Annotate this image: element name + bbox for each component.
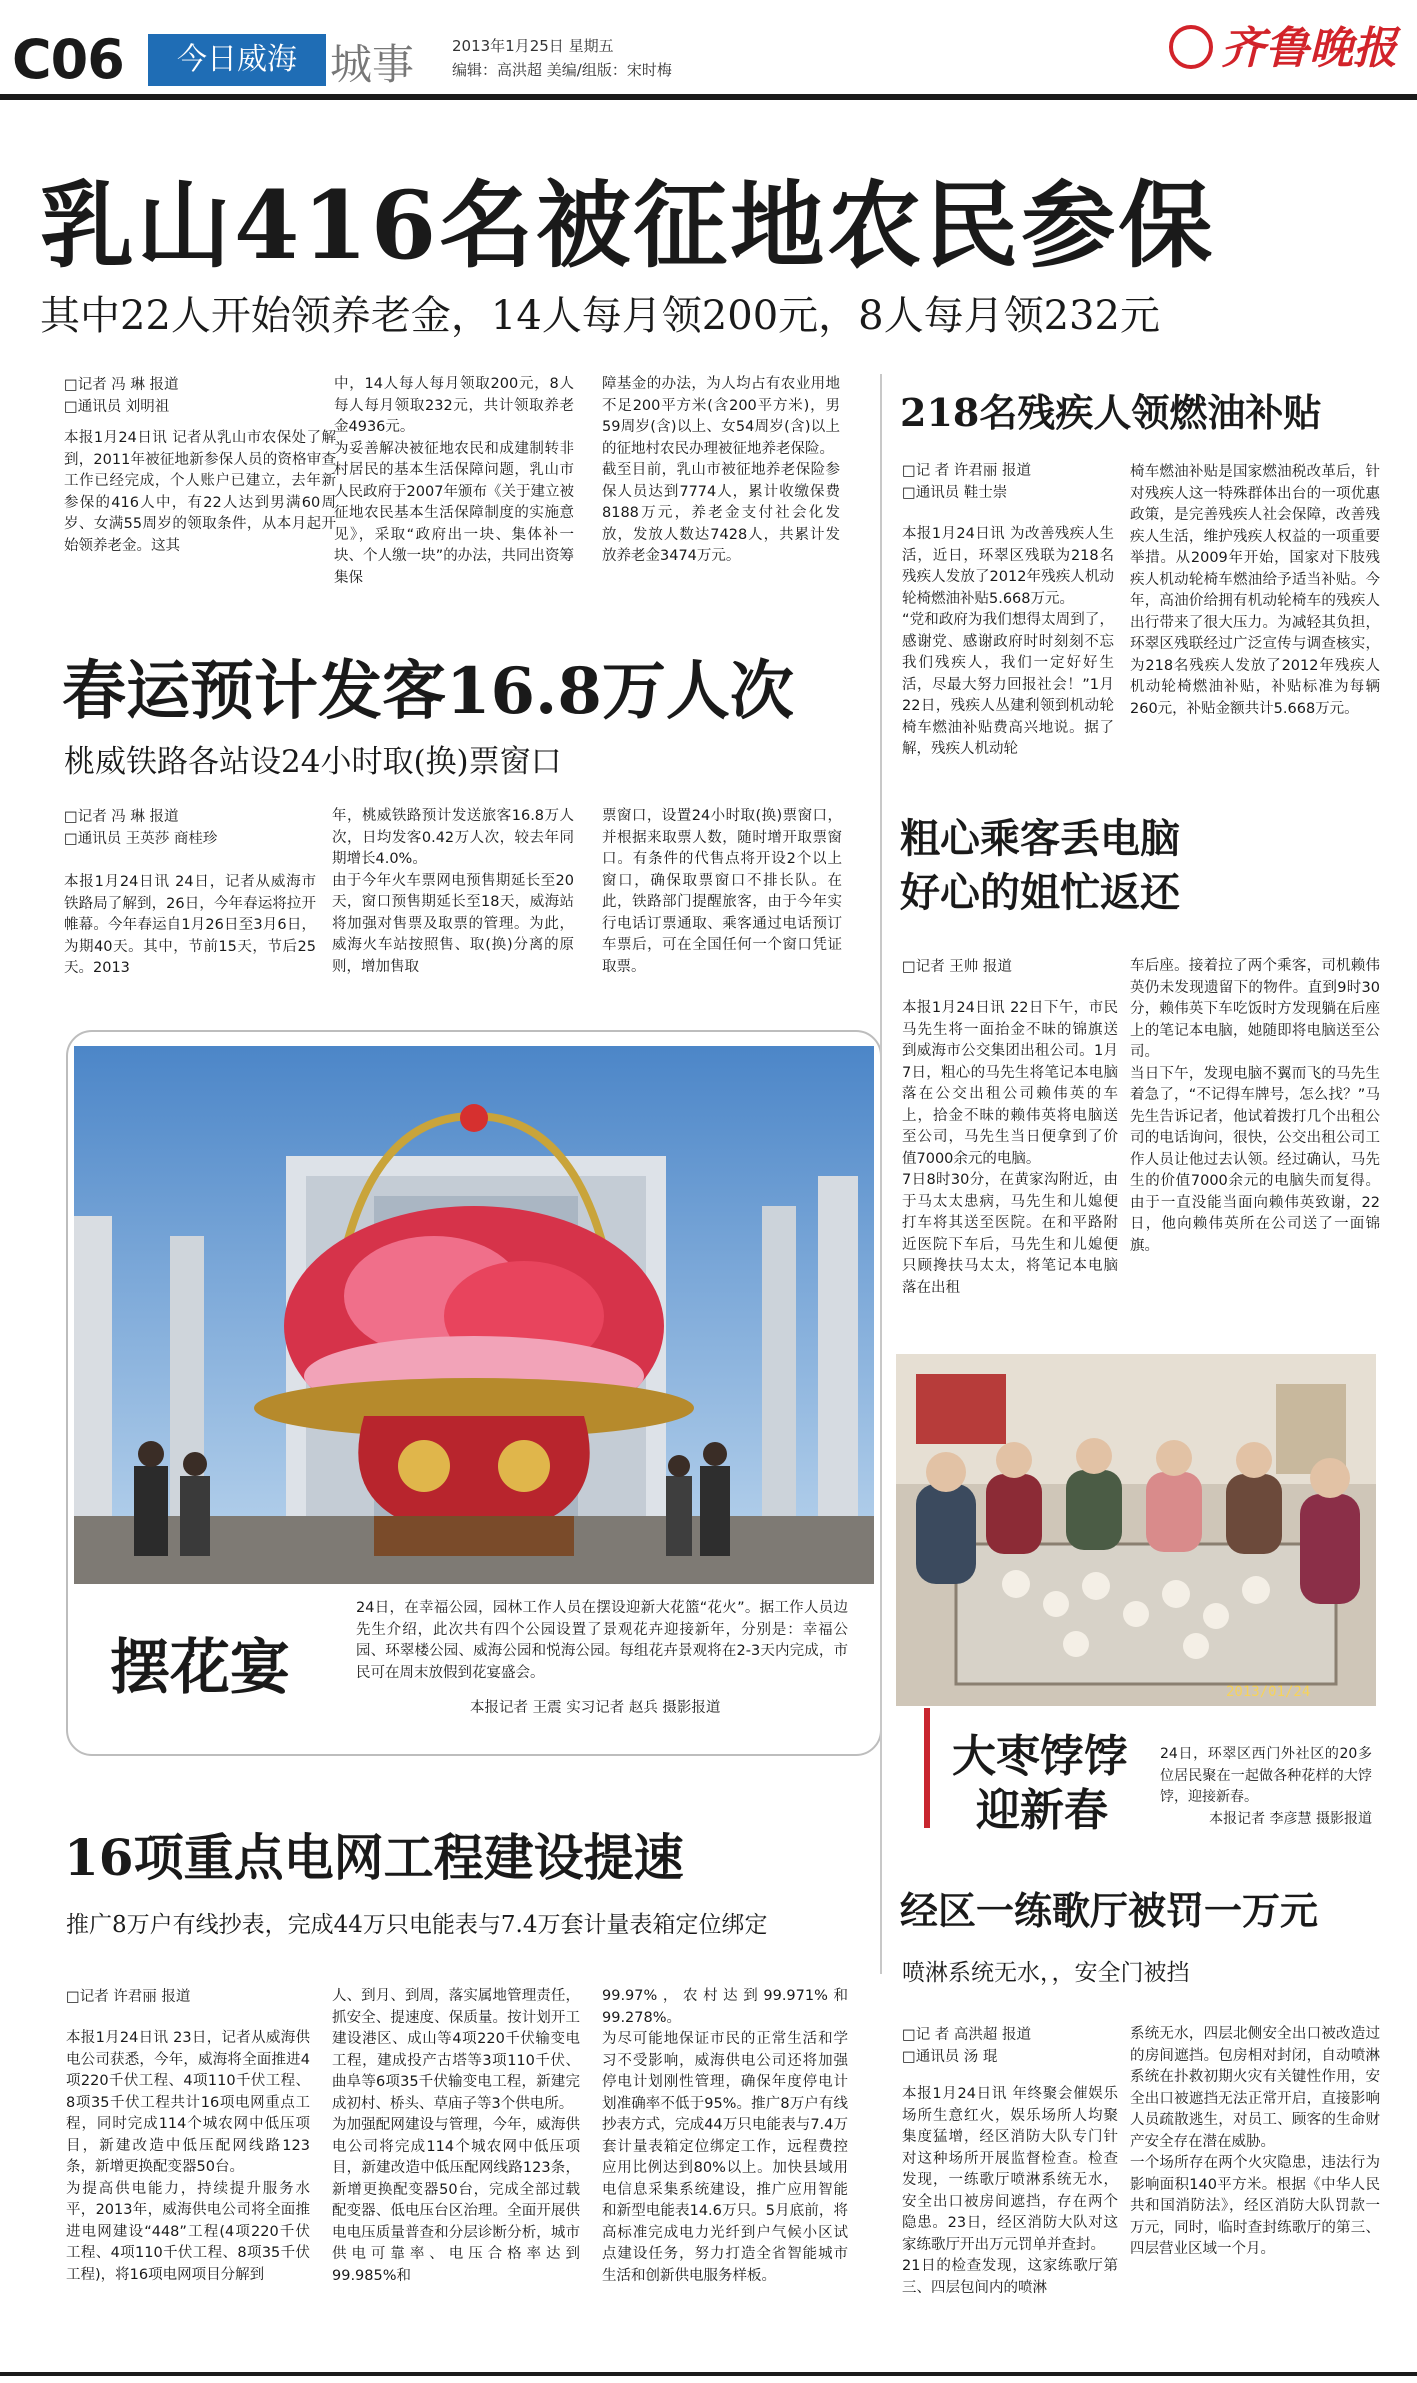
grid-subheadline: 推广8万户有线抄表，完成44万只电能表与7.4万套计量表箱定位绑定: [66, 1912, 768, 1938]
disabled-headline: 218名残疾人领燃油补贴: [900, 390, 1322, 435]
flower-photo-credit: 本报记者 王震 实习记者 赵兵 摄影报道: [470, 1700, 721, 1716]
lead-headline: 乳山416名被征地农民参保: [40, 171, 1216, 281]
byline-reporter: □记者 冯 琳 报道: [64, 377, 179, 393]
dumpling-photo-credit: 本报记者 李彦慧 摄影报道: [1209, 1810, 1372, 1827]
dumpling-making-image: [896, 1354, 1376, 1706]
laptop-byline: [902, 956, 1132, 978]
lead-byline: [64, 374, 314, 418]
flower-basket-image: [74, 1046, 874, 1584]
chunyun-column-3: 票窗口，设置24小时取(换)票窗口，并根据来取票人数，随时增开取票窗口。有条件的代售点将开设2个以上窗口，确保取票窗口不排长队。在此，铁路部门提醒旅客，由于今年实行电话订票通取、乘客通过电话预订车票后，可在全国任何一个窗口凭证取票。: [602, 808, 842, 975]
issue-date: 2013年1月25日 星期五: [452, 37, 614, 55]
chunyun-column-2: 年，桃威铁路预计发送旅客16.8万人次，日均发客0.42万人次，较去年同期增长4.0%。 由于今年火车票网电预售期延长至20天，窗口预售期延长至18天，威海站将加强对售票及取票的管理。为此，威海火车站按照售、取(换)分离的原则，增加售取: [332, 808, 574, 975]
byline-reporter: □记者 冯 琳 报道: [64, 809, 179, 825]
column-divider: [880, 374, 882, 1974]
issue-meta: [452, 34, 672, 82]
dumpling-label-line-2: 迎新春: [976, 1785, 1108, 1836]
disabled-column-2: 椅车燃油补贴是国家燃油税改革后，针对残疾人这一特殊群体出台的一项优惠政策，是完善残疾人社会保障，改善残疾人生活，维护残疾人权益的一项重要举措。从2009年开始，国家对下肢残疾人机动轮椅车燃油给予适当补贴。今年，高油价给拥有机动轮椅车的残疾人出行带来了很大压力。为减轻其负担，环翠区残联经过广泛宣传与调查核实，为218名残疾人发放了2012年残疾人机动轮椅燃油补贴，补贴标准为每辆260元，补贴金额共计5.668万元。: [1130, 464, 1380, 717]
flower-photo-label: 摆花宴: [110, 1633, 290, 1703]
ktv-subheadline: 喷淋系统无水，，安全门被挡: [902, 1960, 1190, 1986]
byline-correspondent: □通讯员 鞋士崇: [902, 485, 1008, 501]
ktv-headline: 经区一练歌厅被罚一万元: [900, 1888, 1319, 1933]
laptop-column-2: 车后座。接着拉了两个乘客，司机赖伟英仍未发现遗留下的物件。直到9时30分，赖伟英下车吃饭时方发现躺在后座上的笔记本电脑，她随即将电脑送至公司。 当日下午，发现电脑不翼而飞的马先生着急了，“不记得车牌号，怎么找？”马先生告诉记者，他试着拨打几个出租公司的电话询问，很快，公交出租公司工作人员让他过去认领。经过确认，马先生的价值7000余元的电脑失而复得。由于一直没能当面向赖伟英致谢，22日，他向赖伟英所在公司送了一面锦旗。: [1130, 958, 1380, 1254]
ktv-column-1: 本报1月24日讯 年终聚会催娱乐场所生意红火，娱乐场所人均聚集度猛增，经区消防大队专门针对这种场所开展监督检查。检查发现，一练歌厅喷淋系统无水，安全出口被房间遮挡，存在两个隐患。23日，经区消防大队对这家练歌厅开出万元罚单并查封。 21日的检查发现，这家练歌厅第三、四层包间内的喷淋: [902, 2086, 1118, 2296]
footer-rule: [0, 2372, 1417, 2376]
caption-accent-bar: [924, 1708, 930, 1828]
lead-column-2: 中，14人每人每月领取200元，8人每人每月领取232元，共计领取养老金4936元。 为妥善解决被征地农民和成建制转非村居民的基本生活保障问题，乳山市人民政府于2007年颁布《关于建立被征地农民基本生活保障制度的实施意见》，采取“政府出一块、集体补一块、个人缴一块”的办法，共同出资筹集保: [334, 376, 574, 586]
laptop-headline-line-2: 好心的姐忙返还: [900, 869, 1180, 916]
grid-column-3: 99.97%，农村达到99.971%和99.278%。 为尽可能地保证市民的正常生活和学习不受影响，威海供电公司还将加强停电计划刚性管理，确保年度停电计划准确率不低于95%。推广8万户有线抄表方式，完成44万只电能表与7.4万套计量表箱定位绑定工作，远程费控应用比例达到80%以上。加快县域用电信息采集系统建设，推广应用智能和新型电能表14.6万只。5月底前，将高标准完成电力光纤到户气候小区试点建设任务，努力打造全省智能城市生活和创新供电服务样板。: [602, 1988, 848, 2284]
subsection-name: 城事: [330, 40, 415, 89]
dumpling-photo-label: [952, 1730, 1128, 1838]
laptop-column-1: 本报1月24日讯 22日下午，市民马先生将一面抬金不昧的锦旗送到威海市公交集团出租公司。1月7日，粗心的马先生将笔记本电脑落在公交出租公司赖伟英的车上，拾金不昧的赖伟英将电脑送至公司，马先生当日便拿到了价值7000余元的电脑。 7日8时30分，在黄家沟附近，由于马太太患病，马先生和儿媳便打车将其送至医院。在和平路附近医院下车后，马先生和儿媳便只顾搀扶马太太，将笔记本电脑落在出租: [902, 1000, 1118, 1296]
byline-correspondent: □通讯员 刘明祖: [64, 399, 170, 415]
dumpling-photo: [896, 1354, 1376, 1706]
lead-column-1: 本报1月24日讯 记者从乳山市农保处了解到，2011年被征地新参保人员的资格审查工作已经完成，个人账户已建立，去年新参保的416人中，有22人达到男满60周岁、女满55周岁的领取条件，从本月起开始领养老金。这其: [64, 430, 336, 554]
byline-reporter: □记者 许君丽 报道: [66, 1989, 191, 2005]
dumpling-caption-text: 24日，环翠区西门外社区的20多位居民聚在一起做各种花样的大饽饽，迎接新春。: [1160, 1746, 1372, 1805]
photo-timestamp: 2013/01/24: [1226, 1684, 1311, 1700]
grid-column-1: 本报1月24日讯 23日，记者从威海供电公司获悉，今年，威海将全面推进4项220千伏工程、4项110千伏工程、8项35千伏工程共计16项电网重点工程，同时完成114个城农网中低压项目，新建改造中低压配网线路123条，新增更换配变器50台。 为提高供电能力，持续提升服务水平，2013年，威海供电公司将全面推进电网建设“448”工程(4项220千伏工程、4项110千伏工程、8项35千伏工程)，将16项电网项目分解到: [66, 2030, 310, 2283]
ktv-column-2: 系统无水，四层北侧安全出口被改造过的房间遮挡。包房相对封闭，自动喷淋系统在扑救初期火灾有关键性作用，安全出口被遮挡无法正常开启，直接影响人员疏散逃生，对员工、顾客的生命财产安全存在潜在威胁。 一个场所存在两个火灾隐患，违法行为影响面积140平方米。根据《中华人民共和国消防法》，经区消防大队罚款一万元，同时，临时查封练歌厅的第三、四层营业区域一个月。: [1130, 2026, 1380, 2257]
logo-emblem-icon: [1169, 25, 1213, 69]
chunyun-headline: 春运预计发客16.8万人次: [62, 654, 794, 729]
chunyun-byline: [64, 806, 324, 850]
disabled-column-1: 本报1月24日讯 为改善残疾人生活，近日，环翠区残联为218名残疾人发放了2012年残疾人机动轮椅燃油补贴5.668万元。 “党和政府为我们想得太周到了，感谢党、感谢政府时时刻刻不忘我们残疾人，我们一定好好生活，尽最大努力回报社会！”1月22日，残疾人丛建利领到机动轮椅车燃油补贴费高兴地说。据了解，残疾人机动轮: [902, 526, 1114, 757]
issue-editors: 编辑：高洪超 美编/组版：宋时梅: [452, 61, 672, 79]
byline-reporter: □记者 王帅 报道: [902, 959, 1012, 975]
byline-reporter: □记 者 高洪超 报道: [902, 2027, 1032, 2043]
dumpling-photo-caption: [1160, 1744, 1372, 1830]
ktv-byline: [902, 2024, 1132, 2068]
chunyun-column-1: 本报1月24日讯 24日，记者从威海市铁路局了解到，26日，今年春运将拉开帷幕。今年春运自1月26日至3月6日，为期40天。其中，节前15天，节后25天。2013: [64, 874, 316, 976]
byline-reporter: □记 者 许君丽 报道: [902, 463, 1032, 479]
lead-column-3: 障基金的办法，为人均占有农业用地不足200平方米(含200平方米)，男59周岁(含)以上、女54周岁(含)以上的征地村农民办理被征地养老保险。 截至目前，乳山市被征地养老保险参保人员达到7774人，累计收缴保费8188万元，养老金支付社会化发放，发放人数达7428人，共累计发放养老金3474万元。: [602, 376, 840, 564]
grid-byline: [66, 1986, 296, 2008]
logo-text: 齐鲁晚报: [1221, 23, 1397, 74]
disabled-byline: [902, 460, 1132, 504]
flower-photo: [74, 1046, 874, 1584]
byline-correspondent: □通讯员 汤 琨: [902, 2049, 998, 2065]
dumpling-label-line-1: 大枣饽饽: [952, 1731, 1128, 1782]
newspaper-logo: [1169, 12, 1397, 76]
grid-column-2: 人、到月、到周，落实属地管理责任，抓安全、提速度、保质量。按计划开工建设港区、成山等4项220千伏输变电工程，建成投产古塔等3项110千伏、曲阜等6项35千伏输变电工程，新建完成初村、桥头、草庙子等3个供电所。 为加强配网建设与管理，今年，威海供电公司将完成114个城农网中低压项目，新建改造中低压配网线路123条，新增更换配变器50台，完成全部过载配变器、低电压台区治理。全面开展供电电压质量普查和分层诊断分析，城市供电可靠率、电压合格率达到99.985%和: [332, 1988, 580, 2284]
flower-photo-caption: 24日，在幸福公园，园林工作人员在摆设迎新大花篮“花火”。据工作人员边先生介绍，此次共有四个公园设置了景观花卉迎接新年，分别是：幸福公园、环翠楼公园、威海公园和悦海公园。每组花卉景观将在2-3天内完成，市民可在周末放假到花宴盛会。: [356, 1600, 848, 1681]
laptop-headline-line-1: 粗心乘客丢电脑: [900, 815, 1180, 862]
grid-headline: 16项重点电网工程建设提速: [64, 1828, 684, 1887]
page-number: C06: [12, 28, 124, 91]
chunyun-subheadline: 桃威铁路各站设24小时取(换)票窗口: [64, 744, 562, 780]
header-rule: [0, 94, 1417, 100]
byline-correspondent: □通讯员 王英莎 商桂珍: [64, 831, 218, 847]
laptop-headline: [900, 812, 1180, 920]
lead-subheadline: 其中22人开始领养老金，14人每月领200元，8人每月领232元: [40, 293, 1160, 339]
section-badge: 今日威海: [148, 34, 326, 86]
